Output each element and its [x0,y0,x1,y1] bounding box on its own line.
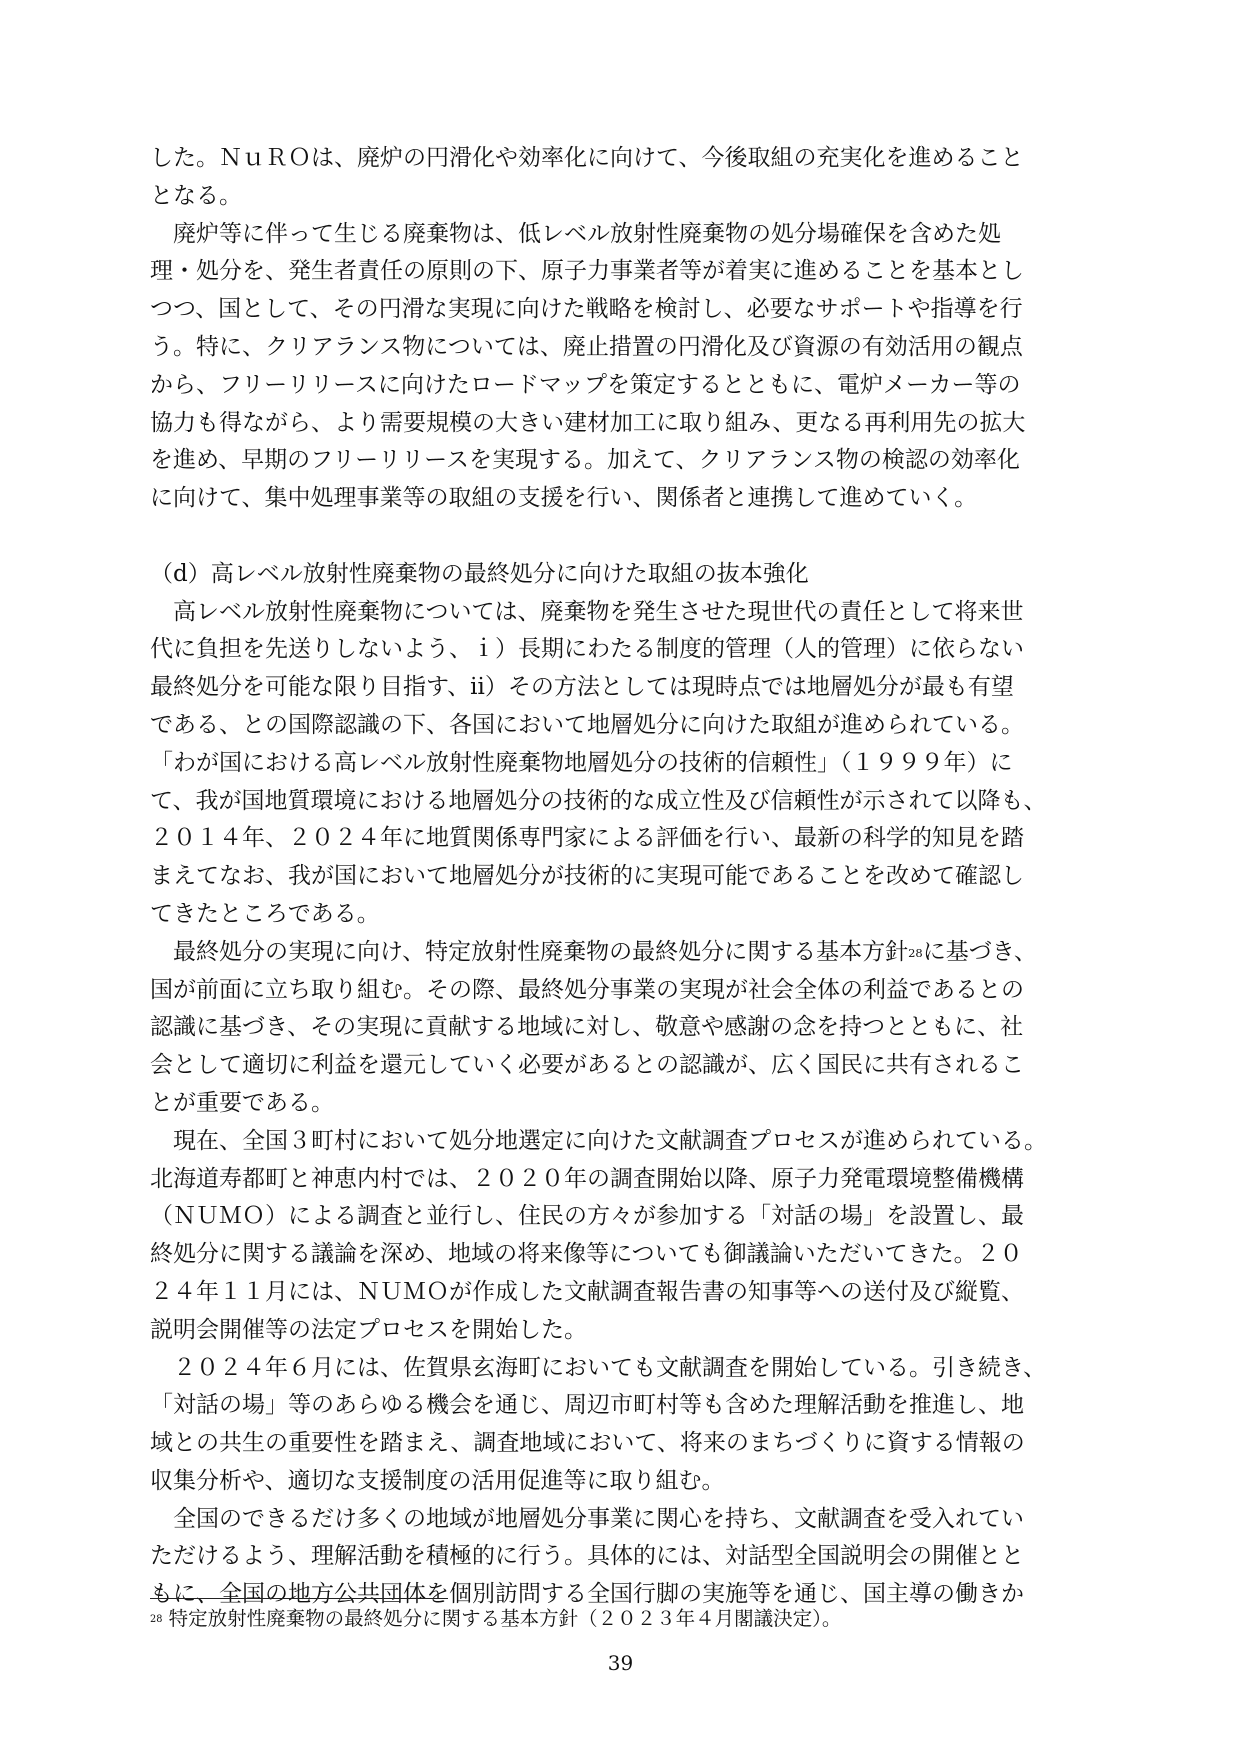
text-line: 協力も得ながら、より需要規模の大きい建材加工に取り組み、更なる再利用先の拡大 [150,409,1026,436]
paragraph-spacer [150,518,1092,556]
text-line: て、我が国地質環境における地層処分の技術的な成立性及び信頼性が示されて以降も、 [150,787,1047,814]
text-line: 高レベル放射性廃棄物については、廃棄物を発生させた現世代の責任として将来世 [150,598,1024,625]
text-line: ２０２４年６月には、佐賀県玄海町においても文献調査を開始している。引き続き、 [150,1354,1047,1381]
text-line: を進め、早期のフリーリリースを実現する。加えて、クリアランス物の検認の効率化 [150,447,1020,474]
text-line: う。特に、クリアランス物については、廃止措置の円滑化及び資源の有効活用の観点 [150,333,1023,360]
text-line: 「わが国における高レベル放射性廃棄物地層処分の技術的信頼性」（１９９９年）に [150,749,1013,776]
text-line: となる。 [150,182,242,209]
text-line: 「対話の場」等のあらゆる機会を通じ、周辺市町村等も含めた理解活動を推進し、地 [150,1392,1024,1419]
text-line: した。ＮｕＲＯは、廃炉の円滑化や効率化に向けて、今後取組の充実化を進めること [150,145,1024,171]
text-line: 終処分に関する議論を深め、地域の将来像等についても御議論いただいてきた。２０ [150,1241,1023,1268]
footnote-divider [150,1598,448,1599]
text-line: 現在、全国３町村において処分地選定に向けた文献調査プロセスが進められている。 [150,1127,1047,1154]
text-line-with-footnote-ref [150,934,1092,972]
text-line: ただけるよう、理解活動を積極的に行う。具体的には、対話型全国説明会の開催とと [150,1543,1024,1570]
footnote-text: 特定放射性廃棄物の最終処分に関する基本方針（２０２３年４月閣議決定）。 [168,1607,842,1630]
text-line: 理・処分を、発生者責任の原則の下、原子力事業者等が着実に進めることを基本とし [150,258,1024,285]
text-line: （ＮＵＭＯ）による調査と並行し、住民の方々が参加する「対話の場」を設置し、最 [150,1203,1024,1230]
text-line: ２０１４年、２０２４年に地質関係専門家による評価を行い、最新の科学的知見を踏 [150,825,1024,852]
text-line: ２４年１１月には、ＮＵＭＯが作成した文献調査報告書の知事等への送付及び縦覧、 [150,1278,1024,1305]
text-line: 域との共生の重要性を踏まえ、調査地域において、将来のまちづくりに資する情報の [150,1430,1025,1457]
text-line: 北海道寿都町と神恵内村では、２０２０年の調査開始以降、原子力発電環境整備機構 [150,1165,1024,1192]
text-line: 収集分析や、適切な支援制度の活用促進等に取り組む。 [150,1467,725,1494]
footnote-number: 28 [150,1613,163,1625]
text-line: 説明会開催等の法定プロセスを開始した。 [150,1316,587,1343]
text-line: 認識に基づき、その実現に貢献する地域に対し、敬意や感謝の念を持つとともに、社 [150,1014,1024,1041]
footnote [150,1606,1092,1632]
page-number: 39 [607,1651,634,1675]
section-heading: （d）高レベル放射性廃棄物の最終処分に向けた取組の抜本強化 [150,560,809,587]
text-fragment: 最終処分の実現に向け、特定放射性廃棄物の最終処分に関する基本方針 [150,938,909,965]
footnote-reference[interactable]: 28 [908,945,923,960]
text-line: 国が前面に立ち取り組む。その際、最終処分事業の実現が社会全体の利益であるとの [150,976,1024,1003]
text-line: に向けて、集中処理事業等の取組の支援を行い、関係者と連携して進めていく。 [150,485,978,512]
text-line: 会として適切に利益を還元していく必要があるとの認識が、広く国民に共有されるこ [150,1052,1024,1079]
text-fragment: に基づき、 [922,938,1037,965]
body-text [150,140,1092,1614]
text-line: つつ、国として、その円滑な実現に向けた戦略を検討し、必要なサポートや指導を行 [150,296,1023,323]
text-line: である、との国際認識の下、各国において地層処分に向けた取組が進められている。 [150,711,1024,738]
text-line: 代に負担を先送りしないよう、ｉ）長期にわたる制度的管理（人的管理）に依らない [150,636,1024,663]
text-line: もに、全国の地方公共団体を個別訪問する全国行脚の実施等を通じ、国主導の働きか [150,1581,1024,1608]
text-line: から、フリーリリースに向けたロードマップを策定するとともに、電炉メーカー等の [150,371,1021,398]
text-line: てきたところである。 [150,900,380,927]
text-line: 最終処分を可能な限り目指す、ⅱ）その方法としては現時点では地層処分が最も有望 [150,674,1014,701]
text-line: まえてなお、我が国において地層処分が技術的に実現可能であることを改めて確認し [150,863,1024,890]
text-line: 全国のできるだけ多くの地域が地層処分事業に関心を持ち、文献調査を受入れてい [150,1505,1024,1532]
text-line: とが重要である。 [150,1089,334,1116]
text-line: 廃炉等に伴って生じる廃棄物は、低レベル放射性廃棄物の処分場確保を含めた処 [150,220,1001,247]
